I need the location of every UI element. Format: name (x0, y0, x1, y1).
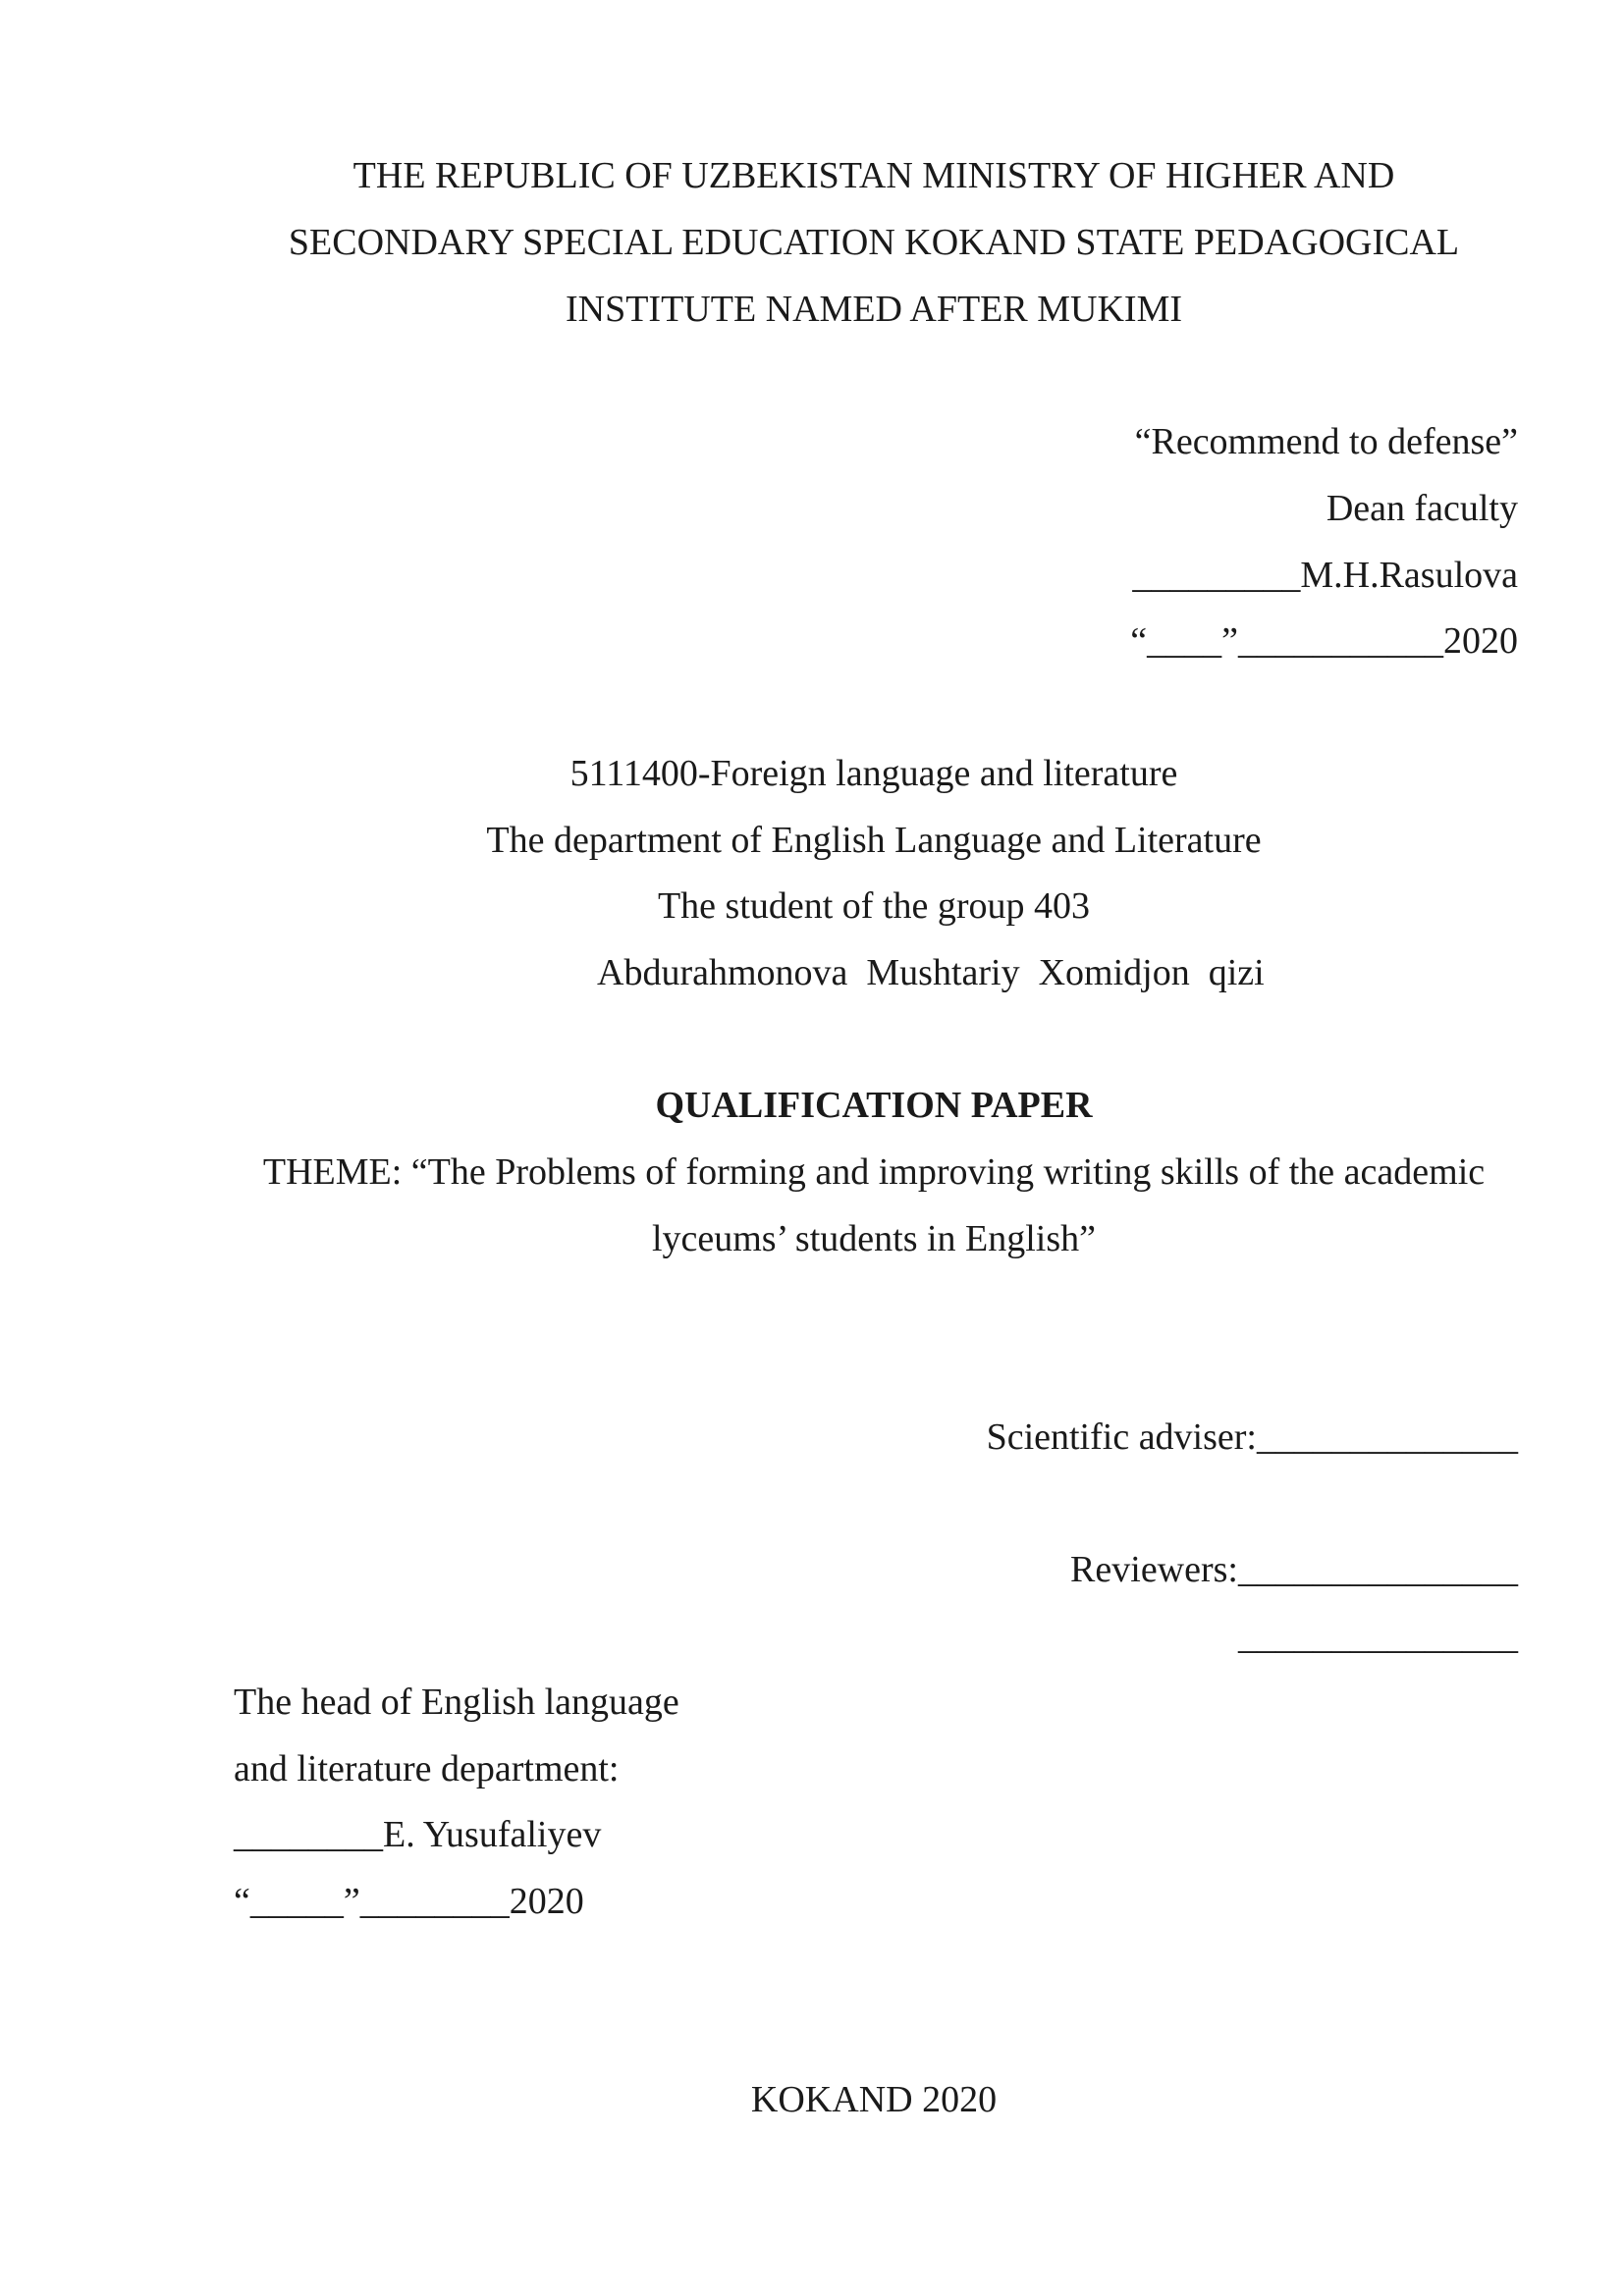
scientific-adviser: Scientific adviser:______________ (986, 1416, 1518, 1458)
paper-theme-line-2: lyceums’ students in English” (651, 1218, 1097, 1259)
header-line-2: SECONDARY SPECIAL EDUCATION KOKAND STATE PEDAGOGICAL (288, 222, 1460, 263)
department: The department of English Language and Literature (486, 820, 1262, 861)
head-date: “_____”________2020 (234, 1881, 584, 1922)
approval-position: Dean faculty (1326, 488, 1518, 529)
reviewers: Reviewers:_______________ (1070, 1549, 1518, 1590)
reviewers-extra-line: _______________ (1238, 1616, 1518, 1657)
paper-theme-line-1: THEME: “The Problems of forming and improving writing skills of the academic (262, 1151, 1486, 1193)
approval-signature: _________M.H.Rasulova (1132, 555, 1518, 596)
approval-recommend: “Recommend to defense” (1134, 421, 1518, 462)
head-line-2: and literature department: (234, 1748, 620, 1789)
header-line-3: INSTITUTE NAMED AFTER MUKIMI (565, 289, 1183, 330)
paper-type: QUALIFICATION PAPER (655, 1085, 1093, 1126)
student-name: Abdurahmonova Mushtariy Xomidjon qizi (597, 952, 1265, 993)
head-line-1: The head of English language (234, 1682, 679, 1723)
head-signature: ________E. Yusufaliyev (234, 1814, 602, 1855)
header-line-1: THE REPUBLIC OF UZBEKISTAN MINISTRY OF HIGHER AND (352, 155, 1395, 196)
approval-date: “____”___________2020 (1130, 620, 1518, 662)
specialty: 5111400-Foreign language and literature (569, 753, 1178, 794)
student-group: The student of the group 403 (657, 885, 1091, 927)
footer-place-year: KOKAND 2020 (750, 2079, 998, 2120)
